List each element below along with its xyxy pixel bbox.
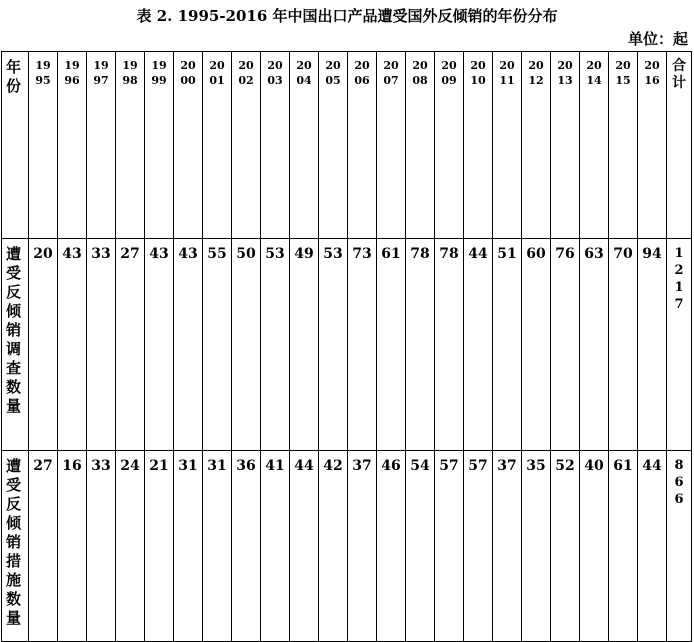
year-cell: 1999 xyxy=(145,52,174,239)
year-cell: 2015 xyxy=(609,52,638,239)
year-cell: 1995 xyxy=(29,52,58,239)
value-cell: 57 xyxy=(435,451,464,642)
year-cell: 2005 xyxy=(319,52,348,239)
year-cell: 1998 xyxy=(116,52,145,239)
value-cell: 31 xyxy=(203,451,232,642)
value-cell: 53 xyxy=(261,239,290,451)
value-cell: 31 xyxy=(174,451,203,642)
row-label-cell: 遭受反倾销调查数量 xyxy=(2,239,29,451)
value-cell: 21 xyxy=(145,451,174,642)
value-cell: 61 xyxy=(377,239,406,451)
year-cell: 2011 xyxy=(493,52,522,239)
year-cell: 2014 xyxy=(580,52,609,239)
year-cell: 2012 xyxy=(522,52,551,239)
year-cell: 2010 xyxy=(464,52,493,239)
year-cell: 2016 xyxy=(638,52,667,239)
value-cell: 53 xyxy=(319,239,348,451)
value-cell: 44 xyxy=(290,451,319,642)
row-label-cell: 遭受反倾销措施数量 xyxy=(2,451,29,642)
value-cell: 94 xyxy=(638,239,667,451)
value-cell: 43 xyxy=(145,239,174,451)
value-cell: 16 xyxy=(58,451,87,642)
year-cell: 2001 xyxy=(203,52,232,239)
value-cell: 49 xyxy=(290,239,319,451)
value-cell: 37 xyxy=(493,451,522,642)
value-cell: 43 xyxy=(174,239,203,451)
value-cell: 24 xyxy=(116,451,145,642)
investigation-count-row xyxy=(2,239,692,451)
year-cell: 2009 xyxy=(435,52,464,239)
table-caption: 表 2. 1995-2016 年中国出口产品遭受国外反倾销的年份分布 xyxy=(136,7,558,25)
value-cell: 33 xyxy=(87,239,116,451)
value-cell: 42 xyxy=(319,451,348,642)
value-cell: 20 xyxy=(29,239,58,451)
data-table xyxy=(1,51,692,642)
value-cell: 37 xyxy=(348,451,377,642)
year-cell: 2007 xyxy=(377,52,406,239)
year-cell: 2013 xyxy=(551,52,580,239)
value-cell: 51 xyxy=(493,239,522,451)
year-cell: 2008 xyxy=(406,52,435,239)
value-cell: 76 xyxy=(551,239,580,451)
value-cell: 40 xyxy=(580,451,609,642)
value-cell: 78 xyxy=(406,239,435,451)
year-header-row xyxy=(2,52,692,239)
year-cell: 1997 xyxy=(87,52,116,239)
unit-label: 单位：起 xyxy=(627,30,688,48)
value-cell: 33 xyxy=(87,451,116,642)
value-cell: 63 xyxy=(580,239,609,451)
value-cell: 27 xyxy=(29,451,58,642)
value-cell: 35 xyxy=(522,451,551,642)
value-cell: 46 xyxy=(377,451,406,642)
measure-count-row xyxy=(2,451,692,642)
year-cell: 2006 xyxy=(348,52,377,239)
value-cell: 73 xyxy=(348,239,377,451)
value-cell: 50 xyxy=(232,239,261,451)
value-cell: 55 xyxy=(203,239,232,451)
value-cell: 70 xyxy=(609,239,638,451)
value-cell: 27 xyxy=(116,239,145,451)
value-cell: 44 xyxy=(464,239,493,451)
total-value-cell: 1217 xyxy=(667,239,692,451)
year-cell: 2004 xyxy=(290,52,319,239)
value-cell: 57 xyxy=(464,451,493,642)
year-cell: 2000 xyxy=(174,52,203,239)
value-cell: 54 xyxy=(406,451,435,642)
value-cell: 78 xyxy=(435,239,464,451)
value-cell: 43 xyxy=(58,239,87,451)
total-value-cell: 866 xyxy=(667,451,692,642)
value-cell: 36 xyxy=(232,451,261,642)
value-cell: 41 xyxy=(261,451,290,642)
value-cell: 44 xyxy=(638,451,667,642)
value-cell: 52 xyxy=(551,451,580,642)
year-cell: 2003 xyxy=(261,52,290,239)
year-cell: 2002 xyxy=(232,52,261,239)
year-cell: 1996 xyxy=(58,52,87,239)
value-cell: 61 xyxy=(609,451,638,642)
header-label-cell: 年份 xyxy=(2,52,29,239)
total-header-cell: 合计 xyxy=(667,52,692,239)
value-cell: 60 xyxy=(522,239,551,451)
